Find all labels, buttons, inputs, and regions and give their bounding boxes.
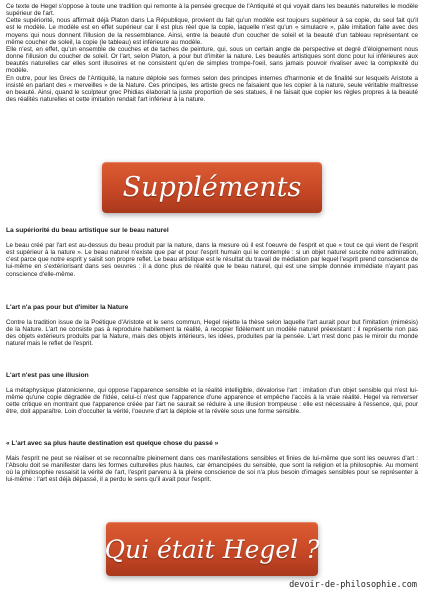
section-heading: La supériorité du beau artistique sur le beau naturel bbox=[6, 227, 169, 234]
intro-paragraph-1: Ce texte de Hegel s'oppose à toute une tradition qui remonte à la pensée grecque de l'Antiquité et qui voyait dans les beautés naturelles le modèle supérieur de l'art. bbox=[6, 3, 418, 18]
section-heading: L'art n'est pas une illusion bbox=[6, 372, 89, 379]
section-illusion bbox=[6, 372, 418, 416]
section-passe bbox=[6, 440, 418, 484]
supplements-banner-label: Suppléments bbox=[122, 172, 302, 203]
section-beau-artistique bbox=[6, 227, 418, 278]
section-paragraph: Contre la tradition issue de la Poétique d'Aristote et le sens commun, Hegel rejette la thèse selon laquelle l'art aurait pour but l'imitation (mimésis) de la Nature. L'art ne consiste pas à reproduire habilement la réalité, à recopier fidèlement un modèle naturel préexistant : il représente non pas des objets extérieurs produits par la Nature, mais des objets intérieurs, les idées, produites par la pensée. L'art n'est donc pas le miroir du monde naturel mais le reflet de l'esprit. bbox=[6, 319, 418, 348]
hegel-banner-label: Qui était Hegel ? bbox=[104, 534, 320, 564]
hegel-banner bbox=[106, 522, 318, 576]
supplements-banner bbox=[102, 162, 322, 213]
section-paragraph: Le beau créé par l'art est au-dessus du beau produit par la nature, dans la mesure où il est l'oeuvre de l'esprit et que « tout ce qui vient de l'esprit est supérieur à la nature ». Le beau naturel n'existe que par et pour l'esprit humain qui le contemple : si un objet naturel suscite notre admiration, c'est parce que notre esprit y saisit son propre reflet. Le beau artistique est le résultat du travail de médiation par lequel l'esprit prend conscience de lui-même en s'extériorisant dans ses oeuvres : il a donc plus de réalité que le beau naturel, qui est une simple donnée immédiate n'ayant pas conscience d'elle-même. bbox=[6, 242, 418, 278]
footer-site-name: devoir-de-philosophie.com bbox=[289, 580, 417, 590]
intro-paragraph-2: Cette supériorité, nous affirmait déjà Platon dans La République, provient du fait qu'un modèle est toujours supérieur à sa copie, du seul fait qu'il est le modèle. Le modèle est en effet supérieur car il est plus réel que la copie, laquelle n'est qu'un « simulacre », pâle imitation faite avec des moyens qui nous donnent l'illusion de la ressemblance. Ainsi, entre la beauté d'un coucher de soleil et la beauté d'un tableau représentant ce même coucher de soleil, la copie (le tableau) est inférieure au modèle. bbox=[6, 17, 418, 46]
intro-block bbox=[6, 3, 418, 103]
section-paragraph: La métaphysique platonicienne, qui oppose l'apparence sensible et la réalité intelligible, dévalorise l'art : imitation d'un objet sensible qui n'est lui-même qu'une copie dégradée de l'Idée, celui-ci n'est que l'apparence d'une apparence et empêche l'accès à la vraie réalité. Hegel va renverser cette critique en montrant que l'apparence créée par l'art ne saurait se réduire à une illusion trompeuse : elle est nécessaire à l'essence, qui, pour être, doit apparaître. Loin d'occulter la vérité, l'oeuvre d'art la déploie et la révèle sous une forme sensible. bbox=[6, 387, 418, 416]
section-heading: L'art n'a pas pour but d'imiter la Nature bbox=[6, 304, 129, 311]
section-paragraph: Mais l'esprit ne peut se réaliser et se reconnaître pleinement dans ces manifestations sensibles et finies de lui-même que sont les oeuvres d'art : l'Absolu doit se manifester dans les formes culturelles plus hautes, car émancipées du sensible, que sont la religion et la philosophie. Au moment où la philosophie ressaisit la vérité de l'art, l'esprit parvenu à la pleine conscience de soi n'a plus besoin d'images sensibles pour se représenter à lui-même : l'art est déjà dépassé, il a perdu le sens qu'il avait pour l'esprit. bbox=[6, 455, 418, 484]
intro-paragraph-3: Elle n'est, en effet, qu'un ensemble de couches et de taches de peinture, qui, sous un certain angle de perspective et degré d'éloignement nous donne l'illusion du coucher de soleil. Or l'art, selon Platon, a pour but d'imiter la nature. Les beautés artistiques sont donc pour lui inférieures aux beautés naturelles car elles sont illusoires et ne consistent qu'en de simples trompe-l'oeil, sans jamais pouvoir rivaliser avec la complexité du modèle. bbox=[6, 45, 418, 75]
section-imiter-nature bbox=[6, 304, 418, 348]
intro-paragraph-4: En outre, pour les Grecs de l'Antiquité, la nature déploie ses formes selon des principes internes d'harmonie et de finalité sur lesquels Aristote a insisté en parlant des « merveilles » de la Nature. Ces principes, les artiste grecs ne faisaient que les copier à la nature, seule véritable maîtresse en beauté. Ainsi, quand le sculpteur grec Phidias élaborait la juste proportion de ses statues, il ne faisait que copier les règles propres à la beauté des réalités naturelles et cette imitation rendait l'art inférieur à la nature. bbox=[6, 74, 418, 104]
section-heading: « L'art avec sa plus haute destination est quelque chose du passé » bbox=[6, 440, 219, 447]
